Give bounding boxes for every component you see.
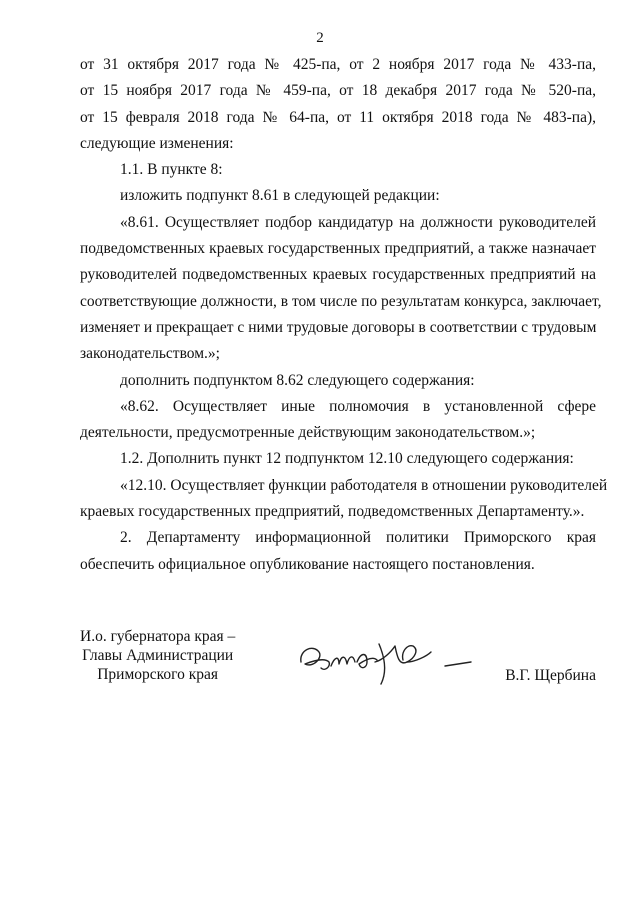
text-line: руководителей подведомственных краевых государственных предприятий на: [80, 266, 596, 284]
text-line: изменяет и прекращает с ними трудовые договоры в соответствии с трудовым: [80, 318, 597, 336]
signer-title-line: Главы Администрации: [82, 647, 234, 664]
signer-title-line: И.о. губернатора края –: [80, 628, 236, 645]
text-line: 2. Департаменту информационной политики Приморского края: [120, 529, 596, 547]
signer-name: В.Г. Щербина: [505, 667, 596, 684]
text-line: «8.62. Осуществляет иные полномочия в установленной сфере: [120, 397, 596, 415]
text-line: изложить подпункт 8.61 в следующей редакции:: [120, 187, 440, 205]
page-number: 2: [316, 30, 324, 46]
text-line: от 15 февраля 2018 года № 64-па, от 11 октября 2018 года № 483-па),: [80, 108, 596, 126]
text-line: следующие изменения:: [80, 134, 234, 152]
text-line: законодательством.»;: [80, 345, 220, 363]
text-line: «12.10. Осуществляет функции работодателя в отношении руководителей: [120, 476, 608, 494]
text-line: 1.2. Дополнить пункт 12 подпунктом 12.10 следующего содержания:: [120, 450, 574, 468]
handwritten-signature: [295, 632, 475, 692]
text-line: от 15 ноября 2017 года № 459-па, от 18 декабря 2017 года № 520-па,: [80, 82, 596, 100]
text-line: краевых государственных предприятий, подведомственных Департаменту.».: [80, 503, 585, 521]
signer-title-line: Приморского края: [97, 666, 219, 683]
text-line: подведомственных краевых государственных предприятий, а также назначает: [80, 240, 596, 258]
text-line: от 31 октября 2017 года № 425-па, от 2 ноября 2017 года № 433-па,: [80, 56, 596, 73]
text-line: соответствующие должности, в том числе по результатам конкурса, заключает,: [80, 292, 602, 310]
document-body: [80, 52, 608, 578]
text-line: обеспечить официальное опубликование настоящего постановления.: [80, 555, 535, 573]
text-line: деятельности, предусмотренные действующим законодательством.»;: [80, 424, 536, 442]
signer-title: [80, 627, 235, 684]
text-line: 1.1. В пункте 8:: [120, 161, 223, 179]
text-line: «8.61. Осуществляет подбор кандидатур на должности руководителей: [120, 213, 596, 231]
text-line: дополнить подпунктом 8.62 следующего содержания:: [120, 371, 475, 389]
